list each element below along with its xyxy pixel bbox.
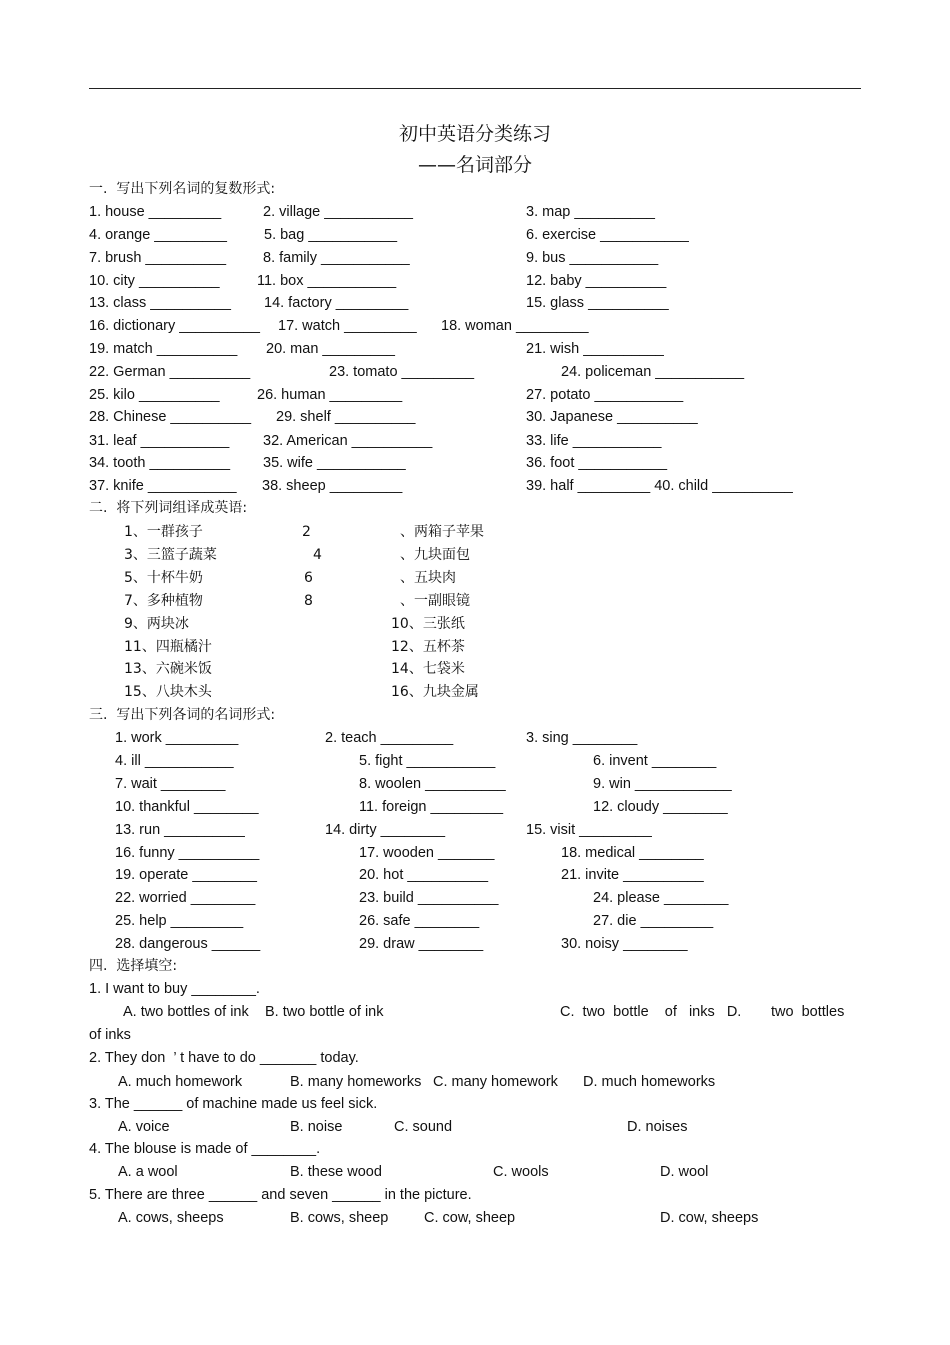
question-2: 2. They don ’ t have to do _______ today.: [89, 1050, 359, 1066]
s1-item: 4. orange _________: [89, 227, 227, 243]
s1-item: 17. watch _________: [278, 318, 417, 334]
s2-item: 16、九块金属: [391, 684, 479, 700]
q2-option-c: C. many homework: [433, 1074, 558, 1090]
s3-item: 9. win ____________: [593, 776, 732, 792]
s3-item: 4. ill ___________: [115, 753, 234, 769]
s2-item: 、一副眼镜: [400, 593, 470, 609]
s1-item: 39. half _________ 40. child __________: [526, 478, 793, 494]
s1-item: 33. life ___________: [526, 433, 662, 449]
s1-item: 14. factory _________: [264, 295, 409, 311]
s3-item: 28. dangerous ______: [115, 936, 261, 952]
s3-item: 19. operate ________: [115, 867, 257, 883]
s3-item: 17. wooden _______: [359, 845, 495, 861]
s2-item: 1、一群孩子: [124, 524, 203, 540]
s1-item: 37. knife ___________: [89, 478, 237, 494]
question-3: 3. The ______ of machine made us feel sick.: [89, 1096, 378, 1112]
s2-item: 9、两块冰: [124, 616, 189, 632]
s3-item: 11. foreign _________: [359, 799, 504, 815]
s1-item: 23. tomato _________: [329, 364, 475, 380]
s3-item: 12. cloudy ________: [593, 799, 728, 815]
q5-option-a: A. cows, sheeps: [118, 1210, 224, 1226]
s1-item: 5. bag ___________: [264, 227, 398, 243]
q5-option-b: B. cows, sheep: [290, 1210, 389, 1226]
q4-option-d: D. wool: [660, 1164, 709, 1180]
s1-item: 22. German __________: [89, 364, 251, 380]
q4-option-c: C. wools: [493, 1164, 549, 1180]
q1-option-c: C. two bottle of inks D.: [560, 1004, 742, 1020]
s2-item: 14、七袋米: [391, 661, 465, 677]
s3-item: 15. visit _________: [526, 822, 652, 838]
q3-option-d: D. noises: [627, 1119, 688, 1135]
s1-item: 9. bus ___________: [526, 250, 659, 266]
q1-option-b: B. two bottle of ink: [265, 1004, 384, 1020]
q3-option-c: C. sound: [394, 1119, 453, 1135]
s3-item: 22. worried ________: [115, 890, 256, 906]
s1-item: 18. woman _________: [441, 318, 589, 334]
page-title: 初中英语分类练习: [398, 123, 551, 145]
s2-item: 8: [304, 593, 313, 609]
s3-item: 14. dirty ________: [325, 822, 446, 838]
s3-item: 1. work _________: [115, 730, 239, 746]
s1-item: 27. potato ___________: [526, 387, 684, 403]
q4-option-b: B. these wood: [290, 1164, 382, 1180]
s1-item: 28. Chinese __________: [89, 409, 252, 425]
q5-option-c: C. cow, sheep: [424, 1210, 516, 1226]
s2-item: 15、八块木头: [124, 684, 212, 700]
question-4: 4. The blouse is made of ________.: [89, 1141, 321, 1157]
q3-option-a: A. voice: [118, 1119, 170, 1135]
s1-item: 16. dictionary __________: [89, 318, 260, 334]
section-1-heading: 一. 写出下列名词的复数形式:: [89, 181, 276, 197]
section-4-heading: 四. 选择填空:: [89, 958, 178, 974]
s3-item: 13. run __________: [115, 822, 245, 838]
s1-item: 29. shelf __________: [276, 409, 416, 425]
section-3-heading: 三. 写出下列各词的名词形式:: [89, 707, 276, 723]
page-subtitle: ——名词部分: [417, 154, 532, 176]
s1-item: 36. foot ___________: [526, 455, 668, 471]
s3-item: 16. funny __________: [115, 845, 260, 861]
q3-option-b: B. noise: [290, 1119, 343, 1135]
s1-item: 11. box ___________: [257, 273, 397, 289]
s2-item: 7、多种植物: [124, 593, 203, 609]
s1-item: 1. house _________: [89, 204, 222, 220]
s2-item: 3、三篮子蔬菜: [124, 547, 217, 563]
s1-item: 8. family ___________: [263, 250, 410, 266]
s3-item: 23. build __________: [359, 890, 499, 906]
s1-item: 30. Japanese __________: [526, 409, 698, 425]
s3-item: 24. please ________: [593, 890, 729, 906]
q2-option-d: D. much homeworks: [583, 1074, 716, 1090]
s3-item: 7. wait ________: [115, 776, 226, 792]
s1-item: 35. wife ___________: [263, 455, 406, 471]
s2-item: 11、四瓶橘汁: [124, 639, 212, 655]
q5-option-d: D. cow, sheeps: [660, 1210, 759, 1226]
s3-item: 5. fight ___________: [359, 753, 496, 769]
s1-item: 24. policeman ___________: [561, 364, 745, 380]
s1-item: 7. brush __________: [89, 250, 227, 266]
s2-item: 、两箱子苹果: [400, 524, 484, 540]
s2-item: 4: [313, 547, 322, 563]
s1-item: 20. man _________: [266, 341, 395, 357]
question-1: 1. I want to buy ________.: [89, 981, 260, 997]
s3-item: 6. invent ________: [593, 753, 717, 769]
s2-item: 、五块肉: [400, 570, 456, 586]
s1-item: 31. leaf ___________: [89, 433, 230, 449]
s1-item: 25. kilo __________: [89, 387, 220, 403]
s1-item: 15. glass __________: [526, 295, 669, 311]
s3-item: 10. thankful ________: [115, 799, 259, 815]
q2-option-a: A. much homework: [118, 1074, 243, 1090]
s3-item: 2. teach _________: [325, 730, 454, 746]
s1-item: 26. human _________: [257, 387, 403, 403]
s3-item: 25. help _________: [115, 913, 244, 929]
top-rule: [89, 88, 861, 89]
s1-item: 13. class __________: [89, 295, 231, 311]
section-2-heading: 二. 将下列词组译成英语:: [89, 500, 248, 516]
s1-item: 32. American __________: [263, 433, 433, 449]
s2-item: 13、六碗米饭: [124, 661, 212, 677]
s1-item: 3. map __________: [526, 204, 655, 220]
s2-item: 、九块面包: [400, 547, 470, 563]
s3-item: 21. invite __________: [561, 867, 704, 883]
s3-item: 3. sing ________: [526, 730, 638, 746]
s2-item: 5、十杯牛奶: [124, 570, 203, 586]
s3-item: 26. safe ________: [359, 913, 480, 929]
s2-item: 10、三张纸: [391, 616, 465, 632]
s2-item: 6: [304, 570, 313, 586]
q4-option-a: A. a wool: [118, 1164, 178, 1180]
s2-item: 12、五杯茶: [391, 639, 465, 655]
s3-item: 8. woolen __________: [359, 776, 506, 792]
s1-item: 19. match __________: [89, 341, 238, 357]
s3-item: 29. draw ________: [359, 936, 484, 952]
q1-option-a: A. two bottles of ink: [123, 1004, 249, 1020]
s1-item: 38. sheep _________: [262, 478, 403, 494]
s3-item: 27. die _________: [593, 913, 714, 929]
s2-item: 2: [302, 524, 311, 540]
q1-option-d: two bottles: [771, 1004, 845, 1020]
s3-item: 30. noisy ________: [561, 936, 688, 952]
q1-option-d-cont: of inks: [89, 1027, 131, 1043]
question-5: 5. There are three ______ and seven ______ in the picture.: [89, 1187, 472, 1203]
s1-item: 12. baby __________: [526, 273, 667, 289]
q2-option-b: B. many homeworks: [290, 1074, 422, 1090]
s1-item: 10. city __________: [89, 273, 220, 289]
s3-item: 20. hot __________: [359, 867, 489, 883]
s1-item: 34. tooth __________: [89, 455, 231, 471]
s3-item: 18. medical ________: [561, 845, 704, 861]
s1-item: 2. village ___________: [263, 204, 413, 220]
s1-item: 6. exercise ___________: [526, 227, 689, 243]
s1-item: 21. wish __________: [526, 341, 664, 357]
